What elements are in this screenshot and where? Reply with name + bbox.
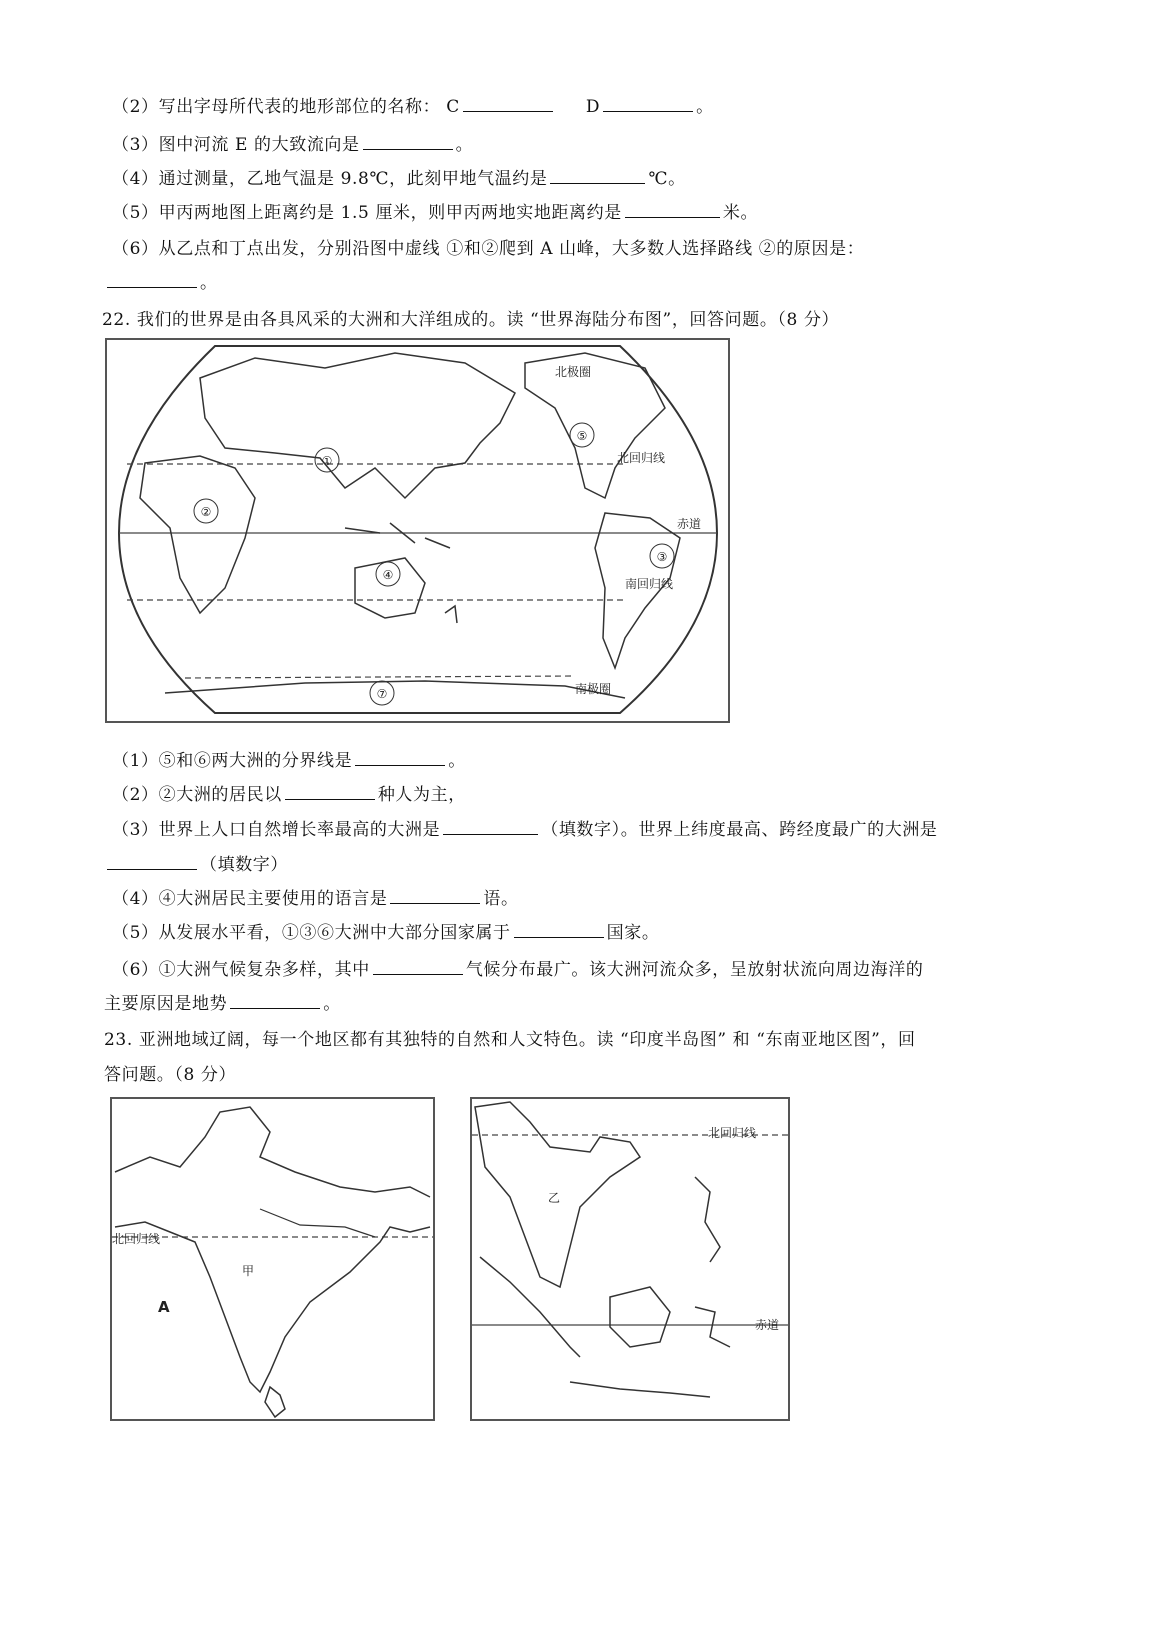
answer-blank[interactable] xyxy=(625,201,720,218)
answer-blank[interactable] xyxy=(355,749,445,766)
answer-blank-c[interactable] xyxy=(463,95,553,112)
equator-label: 赤道 xyxy=(677,517,702,531)
tropic-of-cancer-label: 北回归线 xyxy=(708,1126,757,1140)
continent-label-3: ③ xyxy=(656,550,668,564)
continent-label-2: ② xyxy=(200,505,212,519)
q23-title-line2: 答问题。（8 分） xyxy=(104,1065,237,1085)
q22-part1: （1）⑤和⑥两大洲的分界线是 。 xyxy=(112,751,466,771)
q21-part6-cont: 。 xyxy=(104,268,218,293)
tropic-north-label: 北回归线 xyxy=(617,451,666,465)
answer-blank[interactable] xyxy=(390,887,480,904)
q22-part3: （3）世界上人口自然增长率最高的大洲是 （填数字）。世界上纬度最高、跨经度最广的大洲是 xyxy=(112,820,938,840)
answer-blank-d[interactable] xyxy=(603,95,693,112)
answer-blank[interactable] xyxy=(230,992,320,1009)
answer-blank[interactable] xyxy=(363,133,453,150)
region-yi-label: 乙 xyxy=(548,1191,561,1205)
q22-part6-cont: 主要原因是地势 。 xyxy=(104,994,341,1014)
tropic-of-cancer-label: 北回归线 xyxy=(112,1232,161,1246)
answer-blank[interactable] xyxy=(514,921,604,938)
antarctic-circle-label: 南极圈 xyxy=(575,682,612,696)
region-a-label: A xyxy=(158,1298,170,1316)
arctic-circle-label: 北极圈 xyxy=(555,365,592,379)
answer-blank[interactable] xyxy=(550,167,645,184)
southeast-asia-map xyxy=(470,1097,790,1421)
q22-part6: （6）①大洲气候复杂多样，其中 气候分布最广。该大洲河流众多，呈放射状流向周边海洋的 xyxy=(112,960,924,980)
answer-blank[interactable] xyxy=(107,853,197,870)
q21-part3: （3）图中河流 E 的大致流向是 。 xyxy=(112,135,474,155)
world-map-svg xyxy=(105,338,730,723)
india-map-svg xyxy=(110,1097,435,1421)
q22-title: 22. 我们的世界是由各具风采的大洲和大洋组成的。读 “世界海陆分布图”，回答问题。（8 分） xyxy=(102,310,840,330)
q22-part5: （5）从发展水平看，①③⑥大洲中大部分国家属于 国家。 xyxy=(112,923,660,943)
q21-part5: （5）甲丙两地图上距离约是 1.5 厘米，则甲丙两地实地距离约是 米。 xyxy=(112,203,759,223)
q22-part4: （4）④大洲居民主要使用的语言是 语。 xyxy=(112,889,519,909)
continent-label-1: ① xyxy=(321,454,333,468)
q21-part6: （6）从乙点和丁点出发，分别沿图中虚线 ①和②爬到 A 山峰，大多数人选择路线 ②的原因是： xyxy=(112,239,865,259)
q21-part2: （2）写出字母所代表的地形部位的名称： C D 。 xyxy=(112,97,714,117)
sea-map-svg xyxy=(470,1097,790,1421)
answer-blank[interactable] xyxy=(107,271,197,288)
india-peninsula-map xyxy=(110,1097,435,1421)
q21-part4: （4）通过测量，乙地气温是 9.8℃，此刻甲地气温约是 ℃。 xyxy=(112,169,686,189)
continent-label-7: ⑦ xyxy=(376,687,388,701)
tropic-south-label: 南回归线 xyxy=(625,577,674,591)
world-land-sea-map xyxy=(105,338,730,723)
continent-label-5: ⑤ xyxy=(576,429,588,443)
continent-label-4: ④ xyxy=(382,568,394,582)
q23-title-line1: 23. 亚洲地域辽阔，每一个地区都有其独特的自然和人文特色。读 “印度半岛图” 和 “东南亚地区图”，回 xyxy=(104,1030,916,1050)
region-jia-label: 甲 xyxy=(242,1264,255,1278)
q22-part3-cont: （填数字） xyxy=(104,850,288,875)
q22-part2: （2）②大洲的居民以 种人为主， xyxy=(112,785,466,805)
answer-blank[interactable] xyxy=(373,958,463,975)
equator-label: 赤道 xyxy=(755,1318,780,1332)
answer-blank[interactable] xyxy=(443,818,538,835)
answer-blank[interactable] xyxy=(285,783,375,800)
